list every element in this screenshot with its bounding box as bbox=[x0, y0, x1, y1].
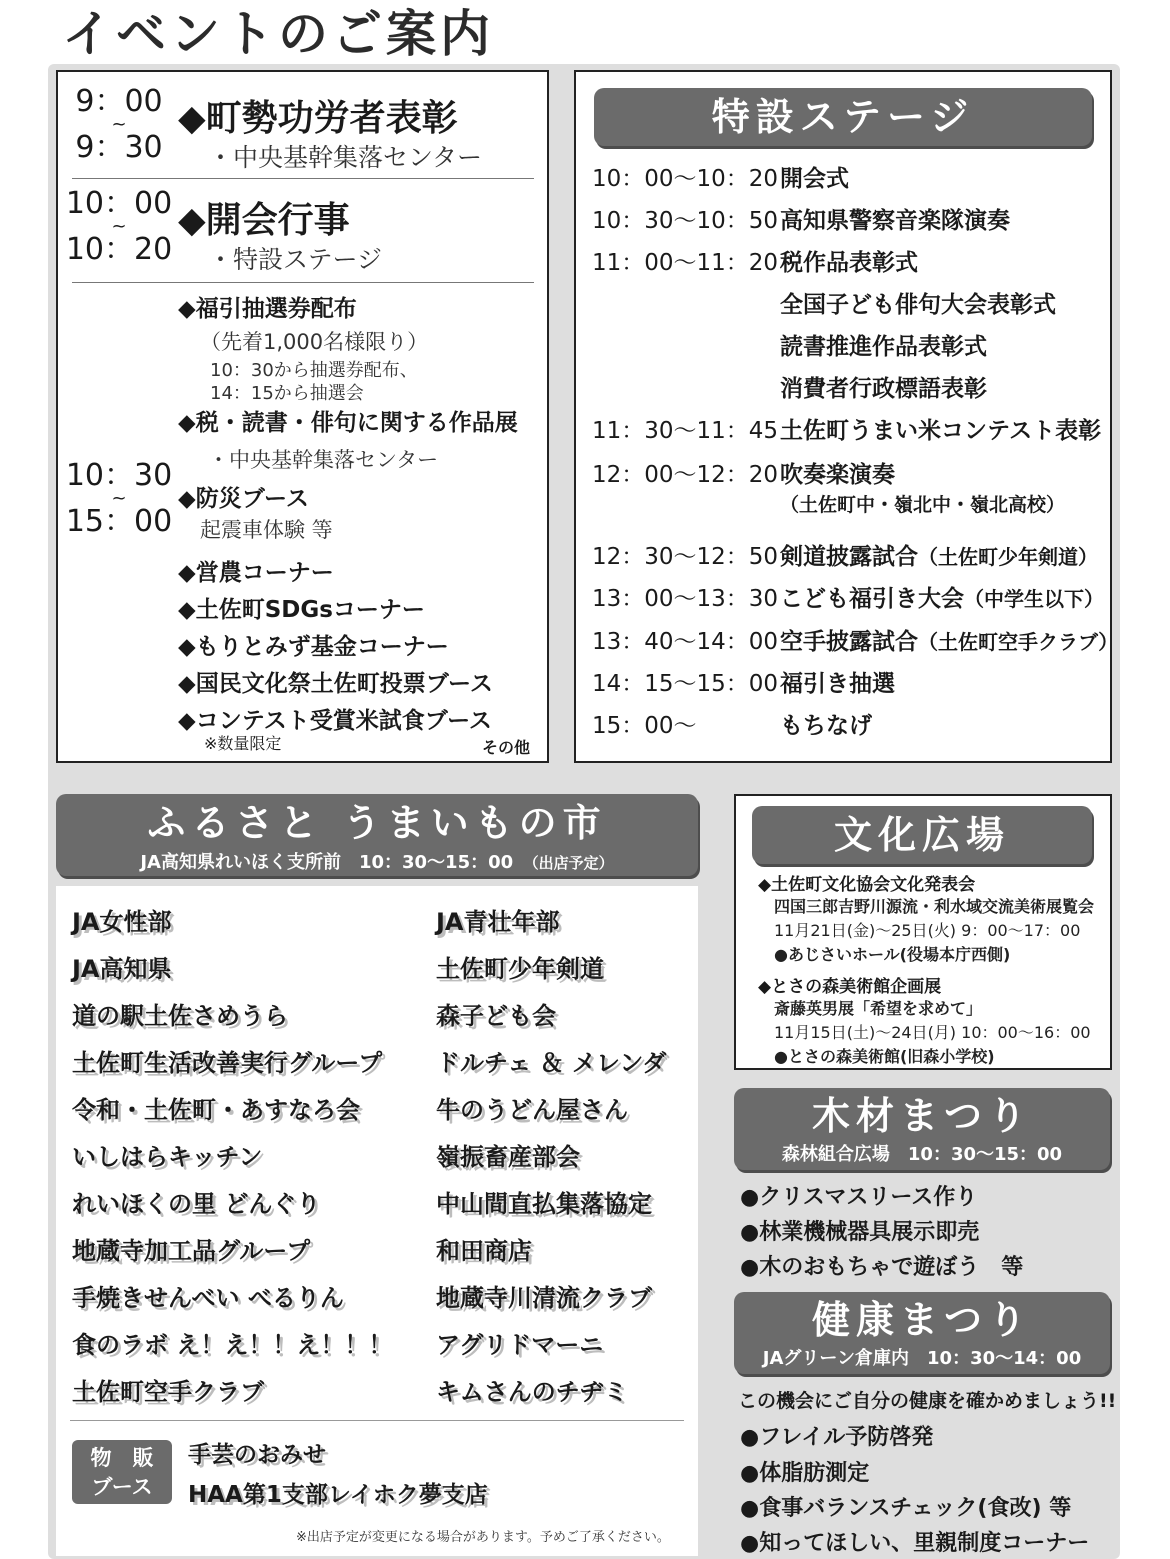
program-note: （土佐町少年剣道） bbox=[918, 545, 1098, 569]
end-time: 9：30 bbox=[75, 130, 163, 165]
culture-event-detail: 斎藤英男展「希望を求めて」 bbox=[774, 999, 983, 1018]
badge-label: ブース bbox=[91, 1475, 153, 1499]
others-note: その他 bbox=[482, 738, 531, 757]
vendor-item: 中山間直払集落協定 bbox=[436, 1190, 652, 1218]
market-location-time: JA高知県れいほく支所前 10：30〜15：00 bbox=[140, 852, 514, 873]
booth-item: ◆土佐町SDGsコーナー bbox=[178, 597, 425, 623]
tilde: ~ bbox=[111, 488, 127, 509]
divider bbox=[72, 282, 534, 283]
vendor-item: ドルチェ ＆ メレンダ bbox=[436, 1049, 667, 1077]
disaster-booth-note: 起震車体験 等 bbox=[200, 518, 333, 542]
stage-program: 吹奏楽演奏 bbox=[780, 462, 895, 488]
award-ceremony-title: ◆町勢功労者表彰 bbox=[178, 98, 458, 139]
culture-event-date: 11月21日(金)〜25日(火) 9：00〜17：00 bbox=[774, 921, 1081, 940]
market-footnote: ※出店予定が変更になる場合があります。予めご了承ください。 bbox=[296, 1530, 670, 1545]
stage-program: 税作品表彰式 bbox=[780, 250, 918, 276]
booth-item: ◆もりとみず基金コーナー bbox=[178, 634, 449, 660]
health-item: ●知ってほしい、里親制度コーナー bbox=[740, 1531, 1090, 1556]
culture-event-title: ◆土佐町文化協会文化発表会 bbox=[758, 875, 976, 895]
market-note: （出店予定） bbox=[531, 854, 614, 872]
lottery-note: 14：15から抽選会 bbox=[210, 383, 364, 404]
booth-item: ◆国民文化祭土佐町投票ブース bbox=[178, 671, 493, 697]
wood-item: ●木のおもちゃで遊ぼう 等 bbox=[740, 1255, 1024, 1280]
disaster-booth-title: ◆防災ブース bbox=[178, 486, 309, 512]
stage-program: 開会式 bbox=[780, 166, 849, 192]
stage-time: 12：30〜12：50 bbox=[592, 544, 779, 570]
tilde: ~ bbox=[111, 216, 127, 237]
stage-time: 15：00〜 bbox=[592, 713, 697, 739]
exhibition-venue: ・中央基幹集落センター bbox=[208, 448, 439, 472]
vendor-item: 土佐町少年剣道 bbox=[436, 955, 604, 983]
lottery-note: （先着1,000名様限り） bbox=[200, 330, 429, 354]
health-heading: 健康まつり JAグリーン倉庫内 10：30〜14：00 bbox=[734, 1292, 1110, 1374]
page-title: イベントのご案内 bbox=[62, 5, 494, 63]
stage-time: 10：00〜10：20 bbox=[592, 166, 779, 192]
divider bbox=[70, 1420, 684, 1421]
award-ceremony-venue: ・中央基幹集落センター bbox=[208, 143, 483, 172]
stage-time: 13：40〜14：00 bbox=[592, 629, 779, 655]
vendor-item: 土佐町生活改善実行グループ bbox=[72, 1049, 383, 1077]
vendor-item: アグリドマーニ bbox=[436, 1331, 604, 1359]
start-time: 10：00 bbox=[65, 186, 173, 221]
stage-program: 消費者行政標語表彰 bbox=[780, 376, 987, 402]
health-item: ●フレイル予防啓発 bbox=[740, 1425, 934, 1450]
booth-item: ◆コンテスト受賞米試食ブース bbox=[178, 708, 492, 734]
program-title: 剣道披露試合 bbox=[780, 544, 918, 570]
opening-event-venue: ・特設ステージ bbox=[208, 245, 383, 274]
schedule-panel bbox=[56, 70, 549, 763]
opening-event-title: ◆開会行事 bbox=[178, 200, 350, 241]
wood-item: ●林業機械器具展示即売 bbox=[740, 1220, 980, 1245]
vendor-item: 手焼きせんべい べるりん bbox=[72, 1284, 344, 1312]
booth-vendor: HAA第1支部レイホク夢支店 bbox=[188, 1482, 488, 1508]
limited-note: ※数量限定 bbox=[204, 734, 282, 753]
time-range-block3 bbox=[64, 460, 174, 538]
culture-event-detail: 四国三郎吉野川源流・利水域交流美術展覧会 bbox=[774, 897, 1095, 916]
stage-program bbox=[780, 623, 1118, 656]
stage-program bbox=[780, 580, 1104, 613]
culture-event-title: ◆とさの森美術館企画展 bbox=[758, 977, 942, 997]
vendor-item: 地蔵寺加工品グループ bbox=[72, 1237, 311, 1265]
badge-label: 物 販 bbox=[90, 1446, 154, 1470]
culture-panel bbox=[734, 794, 1112, 1070]
stage-program: 福引き抽選 bbox=[780, 671, 895, 697]
time-range-block2 bbox=[64, 188, 174, 266]
vendor-item: JA女性部 bbox=[72, 908, 172, 936]
wood-heading: 木材まつり 森林組合広場 10：30〜15：00 bbox=[734, 1088, 1110, 1170]
vendor-item: 嶺振畜産部会 bbox=[436, 1143, 580, 1171]
brass-band-note: （土佐町中・嶺北中・嶺北高校） bbox=[780, 494, 1066, 516]
stage-time: 14：15〜15：00 bbox=[592, 671, 779, 697]
end-time: 15：00 bbox=[65, 504, 173, 539]
wood-item: ●クリスマスリース作り bbox=[740, 1185, 978, 1210]
stage-program bbox=[780, 538, 1098, 571]
stage-time: 12：00〜12：20 bbox=[592, 462, 779, 488]
vendor-item: 牛のうどん屋さん bbox=[436, 1096, 628, 1124]
vendor-item: JA青壮年部 bbox=[436, 908, 560, 936]
program-note: （土佐町空手クラブ） bbox=[918, 630, 1119, 654]
vendor-item: 食のラボ え！え！！え！！！ bbox=[72, 1331, 393, 1359]
lottery-note: 10：30から抽選券配布、 bbox=[210, 360, 418, 381]
vendor-item: 令和・土佐町・あすなろ会 bbox=[72, 1096, 360, 1124]
market-heading: ふるさと うまいもの市 JA高知県れいほく支所前 10：30〜15：00 （出店予定） bbox=[56, 794, 698, 876]
vendor-item: 地蔵寺川清流クラブ bbox=[436, 1284, 652, 1312]
vendor-item: 土佐町空手クラブ bbox=[72, 1378, 264, 1406]
end-time: 10：20 bbox=[65, 232, 173, 267]
lottery-ticket-title: ◆福引抽選券配布 bbox=[178, 296, 357, 322]
start-time: 9：00 bbox=[75, 84, 163, 119]
stage-time: 11：00〜11：20 bbox=[592, 250, 779, 276]
culture-event-venue: ●とさの森美術館(旧森小学校) bbox=[774, 1047, 995, 1066]
program-title: 空手披露試合 bbox=[780, 629, 918, 655]
stage-program: 土佐町うまい米コンテスト表彰 bbox=[780, 418, 1102, 444]
stage-program: 高知県警察音楽隊演奏 bbox=[780, 208, 1010, 234]
vendor-item: 森子ども会 bbox=[436, 1002, 556, 1030]
exhibition-title: ◆税・読書・俳句に関する作品展 bbox=[178, 410, 518, 436]
vendor-item: 和田商店 bbox=[436, 1237, 532, 1265]
time-range-block1 bbox=[64, 86, 174, 164]
health-intro: この機会にご自分の健康を確かめましょう!! bbox=[738, 1390, 1117, 1412]
start-time: 10：30 bbox=[65, 458, 173, 493]
culture-heading: 文化広場 bbox=[752, 806, 1092, 864]
stage-time: 10：30〜10：50 bbox=[592, 208, 779, 234]
divider bbox=[72, 178, 534, 179]
culture-event-date: 11月15日(土)〜24日(月) 10：00〜16：00 bbox=[774, 1023, 1091, 1042]
culture-event-venue: ●あじさいホール(役場本庁西側) bbox=[774, 945, 1011, 964]
booth-item: ◆営農コーナー bbox=[178, 560, 334, 586]
stage-panel bbox=[574, 70, 1119, 763]
stage-heading: 特設ステージ bbox=[594, 88, 1092, 146]
stage-program: もちなげ bbox=[780, 713, 872, 739]
vendor-item: れいほくの里 どんぐり bbox=[72, 1190, 321, 1218]
vendor-item: キムさんのチヂミ bbox=[436, 1378, 628, 1406]
health-item: ●体脂肪測定 bbox=[740, 1461, 870, 1486]
stage-time: 13：00〜13：30 bbox=[592, 586, 779, 612]
vendor-item: 道の駅土佐さめうら bbox=[72, 1002, 288, 1030]
booth-vendor: 手芸のおみせ bbox=[188, 1442, 326, 1468]
stage-time: 11：30〜11：45 bbox=[592, 418, 779, 444]
stage-program: 読書推進作品表彰式 bbox=[780, 334, 987, 360]
market-panel bbox=[56, 886, 698, 1556]
vendor-item: JA高知県 bbox=[72, 955, 172, 983]
stage-program: 全国子ども俳句大会表彰式 bbox=[780, 292, 1056, 318]
vendor-item: いしはらキッチン bbox=[72, 1143, 263, 1171]
tilde: ~ bbox=[111, 114, 127, 135]
health-item: ●食事バランスチェック(食改) 等 bbox=[740, 1496, 1072, 1521]
sales-booth-badge bbox=[72, 1440, 172, 1504]
program-title: こども福引き大会 bbox=[780, 586, 964, 612]
program-note: （中学生以下） bbox=[964, 587, 1104, 611]
